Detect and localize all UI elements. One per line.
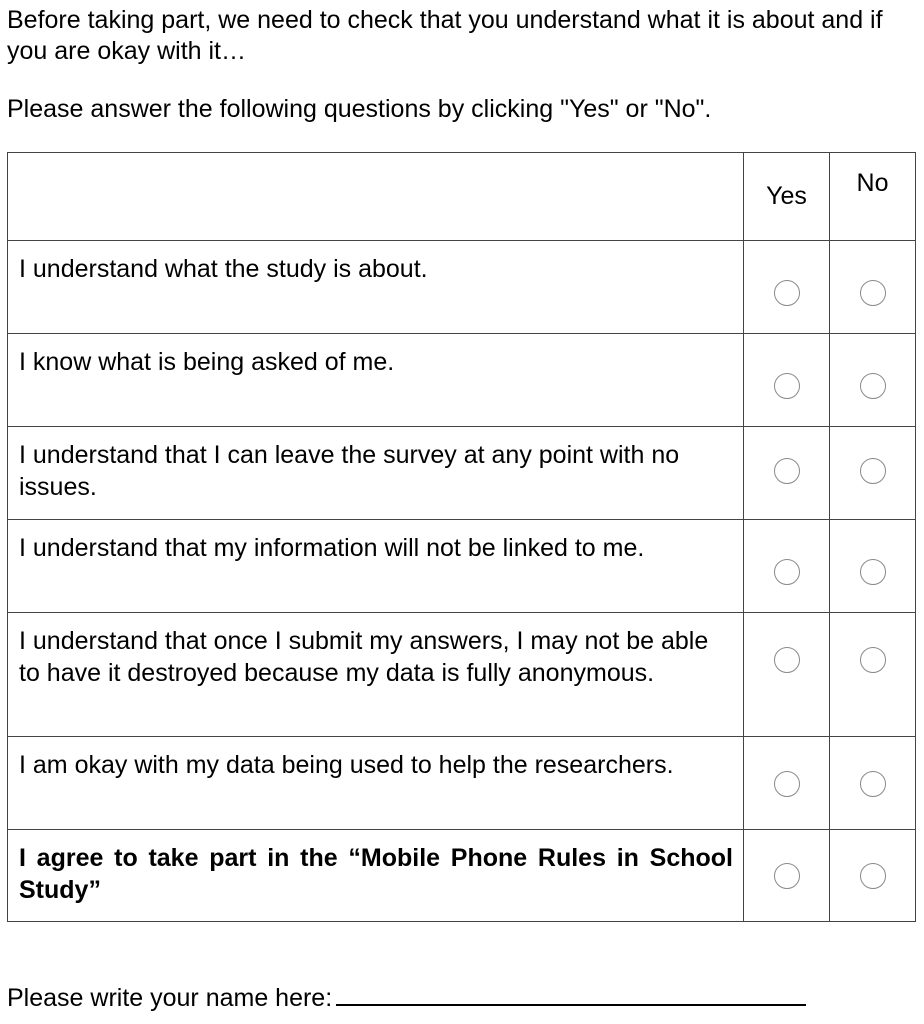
question-text: I know what is being asked of me. — [8, 334, 744, 427]
yes-radio[interactable] — [774, 771, 800, 797]
agreement-text: I agree to take part in the “Mobile Phone Rules in School Study” — [8, 830, 744, 922]
table-row — [8, 427, 916, 520]
question-text: I understand that my information will not be linked to me. — [8, 520, 744, 613]
question-text: I am okay with my data being used to help the researchers. — [8, 737, 744, 830]
yes-radio[interactable] — [774, 647, 800, 673]
table-row — [8, 241, 916, 334]
question-text: I understand what the study is about. — [8, 241, 744, 334]
instruction-text: Please answer the following questions by clicking "Yes" or "No". — [7, 95, 712, 123]
header-yes-label: Yes — [766, 182, 807, 210]
yes-radio[interactable] — [774, 863, 800, 889]
no-radio[interactable] — [860, 458, 886, 484]
yes-radio[interactable] — [774, 373, 800, 399]
name-input-line[interactable] — [336, 980, 806, 1006]
no-radio[interactable] — [860, 771, 886, 797]
no-radio[interactable] — [860, 373, 886, 399]
name-prompt-line — [7, 980, 806, 1014]
no-radio[interactable] — [860, 647, 886, 673]
header-yes — [744, 153, 830, 241]
yes-radio[interactable] — [774, 559, 800, 585]
yes-radio[interactable] — [774, 280, 800, 306]
intro-paragraph: Before taking part, we need to check that you understand what it is about and if you are okay with it… — [7, 6, 883, 65]
no-radio[interactable] — [860, 559, 886, 585]
header-no — [830, 153, 916, 241]
header-question-cell — [8, 153, 744, 241]
question-text: I understand that I can leave the survey at any point with no issues. — [8, 427, 744, 520]
question-text: I understand that once I submit my answers, I may not be able to have it destroyed because my data is fully anonymous. — [8, 613, 744, 737]
header-no-label: No — [856, 169, 889, 197]
no-radio[interactable] — [860, 863, 886, 889]
yes-radio[interactable] — [774, 458, 800, 484]
table-row — [8, 613, 916, 737]
header-row — [8, 153, 916, 241]
no-radio[interactable] — [860, 280, 886, 306]
name-prompt-label: Please write your name here: — [7, 984, 333, 1012]
table-row — [8, 334, 916, 427]
consent-table — [7, 152, 916, 922]
table-row — [8, 520, 916, 613]
table-row — [8, 830, 916, 922]
table-row — [8, 737, 916, 830]
